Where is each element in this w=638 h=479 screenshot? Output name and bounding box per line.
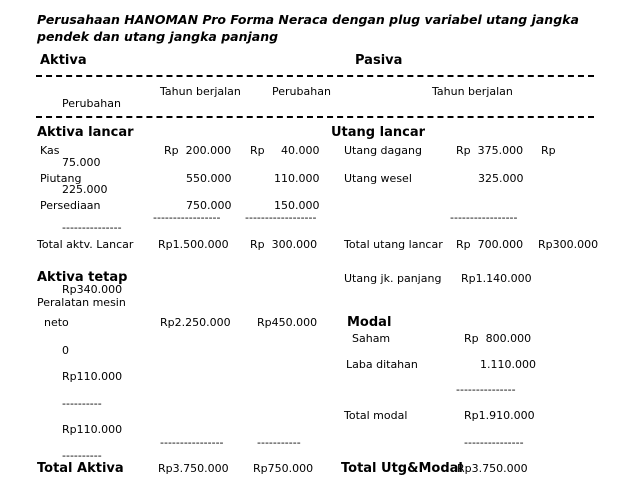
neto-change: Rp450.000 bbox=[257, 316, 318, 329]
total-modal-value: Rp1.910.000 bbox=[464, 409, 535, 422]
neto-label: neto bbox=[44, 316, 69, 329]
utang-jk-panjang-label: Utang jk. panjang bbox=[344, 272, 442, 285]
separator-total-change: ----------- bbox=[257, 436, 301, 449]
tahun-berjalan-right-header: Tahun berjalan bbox=[432, 85, 513, 98]
total-utang-lancar-change: Rp300.000 bbox=[538, 238, 599, 251]
separator-right-value: ----------------- bbox=[450, 211, 518, 224]
aktiva-tetap-heading: Aktiva tetap bbox=[37, 270, 128, 285]
separator-left-a: ---------- bbox=[62, 397, 102, 410]
utang-lancar-heading: Utang lancar bbox=[331, 125, 426, 140]
aktiva-header: Aktiva bbox=[40, 53, 87, 68]
total-aktiva-lancar-change: Rp 300.000 bbox=[250, 238, 318, 251]
zero-value: 0 bbox=[62, 344, 69, 357]
amount-110000-b: Rp110.000 bbox=[62, 423, 123, 436]
total-aktiva-lancar-label: Total aktv. Lancar bbox=[37, 238, 134, 251]
total-utg-modal-value: Rp3.750.000 bbox=[457, 462, 528, 475]
utang-jk-panjang-change: Rp340.000 bbox=[62, 283, 123, 296]
header-divider-top bbox=[36, 75, 594, 77]
separator-left-change: ------------------ bbox=[245, 211, 317, 224]
saham-value: Rp 800.000 bbox=[464, 332, 532, 345]
laba-ditahan-value: 1.110.000 bbox=[480, 358, 536, 371]
neto-value: Rp2.250.000 bbox=[160, 316, 231, 329]
separator-modal: --------------- bbox=[456, 383, 516, 396]
saham-label: Saham bbox=[352, 332, 391, 345]
total-utg-modal-label: Total Utg&Modal bbox=[341, 461, 463, 476]
piutang-label: Piutang bbox=[40, 172, 82, 185]
total-aktiva-label: Total Aktiva bbox=[37, 461, 124, 476]
utang-dagang-change: 75.000 bbox=[62, 156, 101, 169]
utang-jk-panjang-value: Rp1.140.000 bbox=[461, 272, 532, 285]
laba-ditahan-label: Laba ditahan bbox=[346, 358, 418, 371]
total-aktiva-change: Rp750.000 bbox=[253, 462, 314, 475]
aktiva-lancar-heading: Aktiva lancar bbox=[37, 125, 134, 140]
kas-label: Kas bbox=[40, 144, 60, 157]
persediaan-change: 150.000 bbox=[274, 199, 320, 212]
total-aktiva-lancar-value: Rp1.500.000 bbox=[158, 238, 229, 251]
pasiva-header: Pasiva bbox=[355, 53, 403, 68]
persediaan-value: 750.000 bbox=[186, 199, 232, 212]
modal-heading: Modal bbox=[347, 315, 392, 330]
piutang-change: 110.000 bbox=[274, 172, 320, 185]
amount-110000-a: Rp110.000 bbox=[62, 370, 123, 383]
total-utang-lancar-value: Rp 700.000 bbox=[456, 238, 524, 251]
separator-total-value: ---------------- bbox=[160, 436, 224, 449]
kas-change-currency: Rp bbox=[250, 144, 265, 157]
total-utang-lancar-label: Total utang lancar bbox=[344, 238, 443, 251]
kas-value: Rp 200.000 bbox=[164, 144, 232, 157]
separator-total-right: --------------- bbox=[464, 436, 524, 449]
separator-right-change: --------------- bbox=[62, 221, 122, 234]
document-title-line1: Perusahaan HANOMAN Pro Forma Neraca dengan plug variabel utang jangka bbox=[37, 12, 579, 27]
utang-dagang-value: Rp 375.000 bbox=[456, 144, 524, 157]
utang-wesel-label: Utang wesel bbox=[344, 172, 412, 185]
perubahan-right-header: Perubahan bbox=[62, 97, 121, 110]
utang-dagang-change-currency: Rp bbox=[541, 144, 556, 157]
total-modal-label: Total modal bbox=[344, 409, 408, 422]
separator-left-b: ---------- bbox=[62, 449, 102, 462]
document-title-line2: pendek dan utang jangka panjang bbox=[37, 29, 279, 44]
piutang-value: 550.000 bbox=[186, 172, 232, 185]
utang-wesel-value: 325.000 bbox=[478, 172, 524, 185]
utang-dagang-label: Utang dagang bbox=[344, 144, 422, 157]
header-divider-bottom bbox=[36, 116, 594, 118]
peralatan-mesin-label: Peralatan mesin bbox=[37, 296, 126, 309]
total-aktiva-value: Rp3.750.000 bbox=[158, 462, 229, 475]
utang-wesel-change: 225.000 bbox=[62, 183, 108, 196]
separator-left-value: ----------------- bbox=[153, 211, 221, 224]
perubahan-left-header: Perubahan bbox=[272, 85, 331, 98]
persediaan-label: Persediaan bbox=[40, 199, 101, 212]
kas-change: 40.000 bbox=[281, 144, 320, 157]
tahun-berjalan-left-header: Tahun berjalan bbox=[160, 85, 241, 98]
